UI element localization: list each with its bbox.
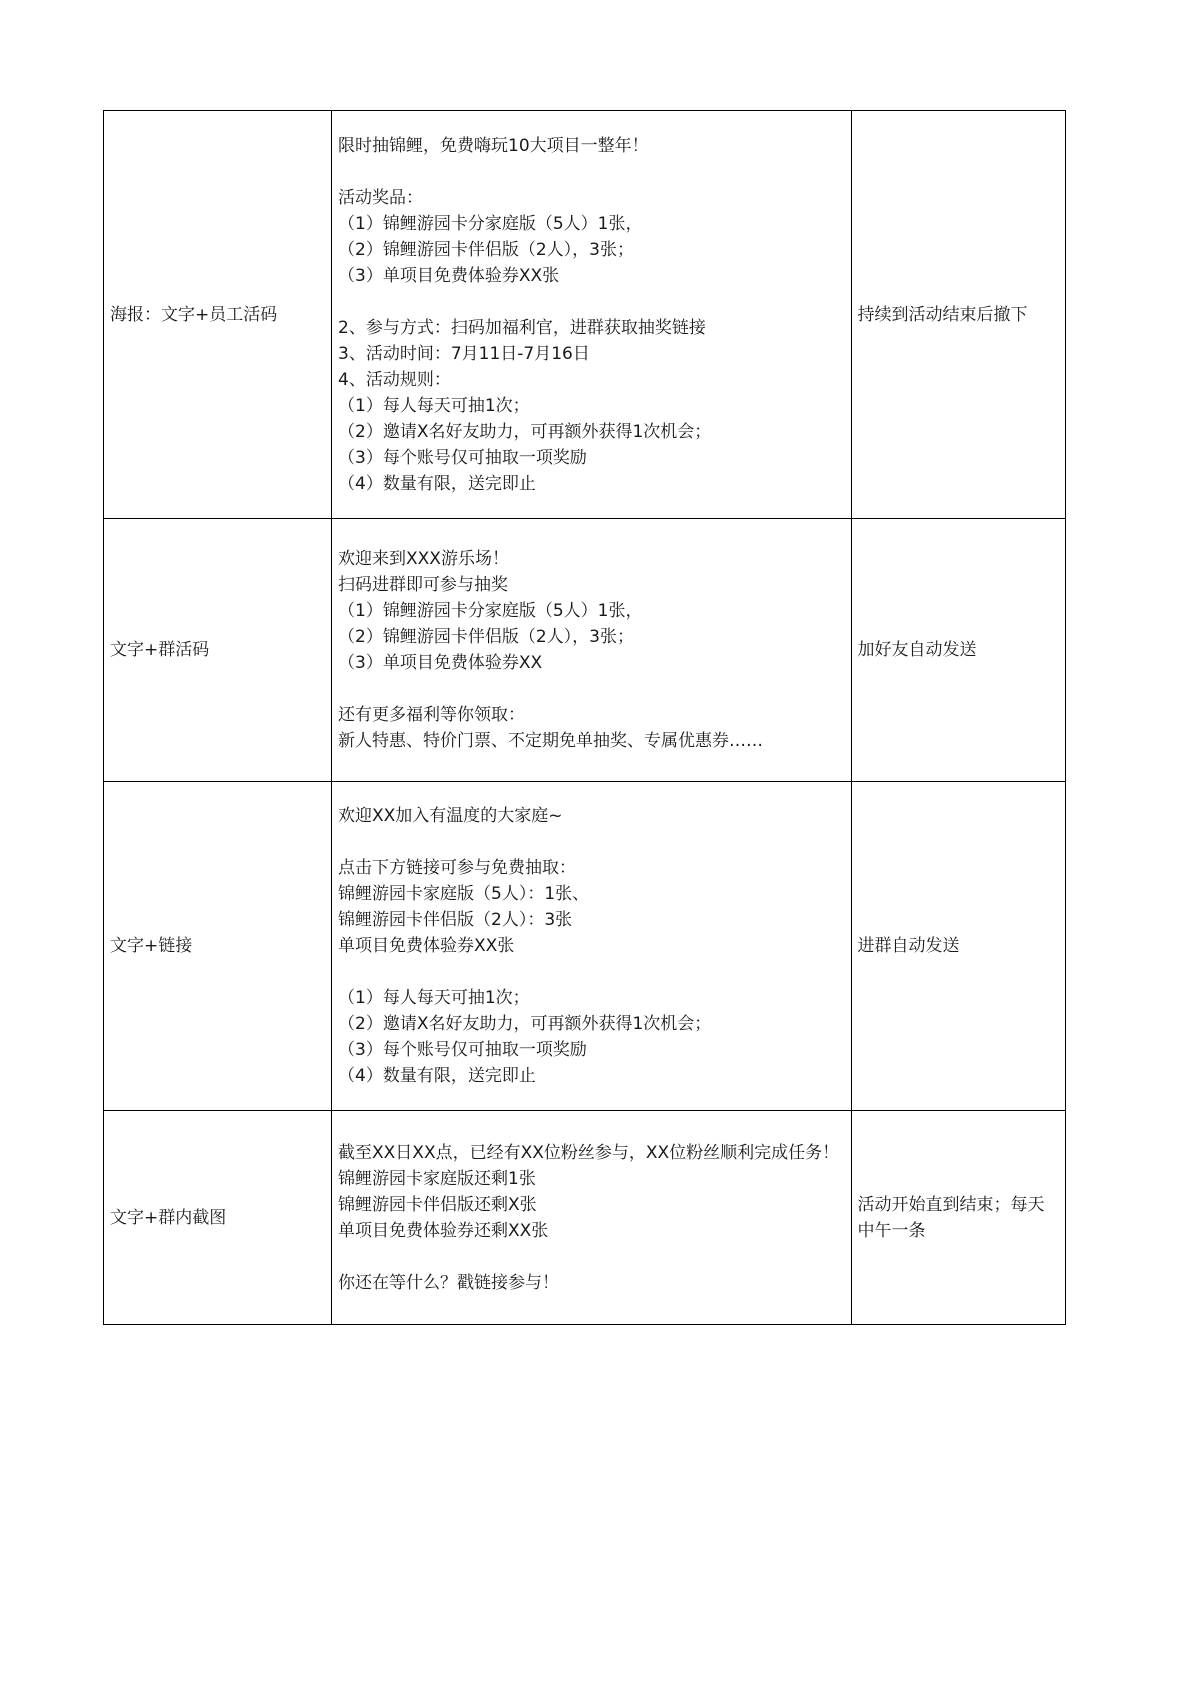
content-line: 锦鲤游园卡伴侣版（2人）：3张 xyxy=(338,910,573,930)
content-line: （3）单项目免费体验券XX xyxy=(338,653,543,673)
blank-line xyxy=(338,159,845,185)
blank-line xyxy=(338,289,845,315)
content-line: 新人特惠、特价门票、不定期免单抽奖、专属优惠券…… xyxy=(338,731,763,751)
content-line: 还有更多福利等你领取： xyxy=(338,705,525,725)
content-line: （2）邀请X名好友助力，可再额外获得1次机会； xyxy=(338,421,712,442)
content-line: （4）数量有限，送完即止 xyxy=(338,1066,536,1086)
content-cell xyxy=(332,111,852,519)
table-row xyxy=(104,782,1066,1111)
content-line: （1）锦鲤游园卡分家庭版（5人）1张， xyxy=(338,213,643,234)
content-line: 3、活动时间：7月11日-7月16日 xyxy=(338,343,590,364)
content-line: 你还在等什么？戳链接参与！ xyxy=(338,1272,559,1293)
content-line: （2）锦鲤游园卡伴侣版（2人），3张； xyxy=(338,239,634,260)
content-line: 扫码进群即可参与抽奖 xyxy=(338,575,508,595)
table-row xyxy=(104,1111,1066,1325)
blank-line xyxy=(338,959,845,985)
rule-cell: 加好友自动发送 xyxy=(851,519,1065,782)
rule-cell: 活动开始直到结束；每天中午一条 xyxy=(851,1111,1065,1325)
content-line: （2）邀请X名好友助力，可再额外获得1次机会； xyxy=(338,1014,712,1034)
type-cell: 文字+群内截图 xyxy=(104,1111,332,1325)
content-line: 单项目免费体验券还剩XX张 xyxy=(338,1220,549,1241)
blank-line xyxy=(338,676,845,702)
content-line: 限时抽锦鲤，免费嗨玩10大项目一整年！ xyxy=(338,135,649,156)
activity-table xyxy=(103,110,1066,1325)
content-line: 点击下方链接可参与免费抽取： xyxy=(338,858,576,878)
content-line: （2）锦鲤游园卡伴侣版（2人），3张； xyxy=(338,627,634,647)
table-row xyxy=(104,519,1066,782)
content-line: 活动奖品： xyxy=(338,187,423,208)
content-line: （1）每人每天可抽1次； xyxy=(338,395,530,416)
type-cell: 文字+链接 xyxy=(104,782,332,1111)
type-cell: 海报：文字+员工活码 xyxy=(104,111,332,519)
content-cell xyxy=(332,519,852,782)
content-line: 2、参与方式：扫码加福利官，进群获取抽奖链接 xyxy=(338,317,706,338)
blank-line xyxy=(338,829,845,855)
content-line: 截至XX日XX点，已经有XX位粉丝参与，XX位粉丝顺利完成任务！ xyxy=(338,1142,840,1163)
content-line: 锦鲤游园卡家庭版还剩1张 xyxy=(338,1168,536,1189)
content-line: 欢迎来到XXX游乐场！ xyxy=(338,549,509,569)
content-line: 锦鲤游园卡伴侣版还剩X张 xyxy=(338,1194,537,1215)
content-line: （3）每个账号仅可抽取一项奖励 xyxy=(338,447,587,468)
rule-cell: 进群自动发送 xyxy=(851,782,1065,1111)
content-line: 单项目免费体验券XX张 xyxy=(338,936,515,956)
content-cell xyxy=(332,782,852,1111)
rule-cell: 持续到活动结束后撤下 xyxy=(851,111,1065,519)
content-line: 4、活动规则： xyxy=(338,369,451,390)
content-line: 欢迎XX加入有温度的大家庭~ xyxy=(338,806,563,826)
content-cell xyxy=(332,1111,852,1325)
content-line: （3）每个账号仅可抽取一项奖励 xyxy=(338,1040,587,1060)
type-cell: 文字+群活码 xyxy=(104,519,332,782)
table-row xyxy=(104,111,1066,519)
blank-line xyxy=(338,1244,845,1270)
content-line: （4）数量有限，送完即止 xyxy=(338,473,536,494)
content-line: （1）锦鲤游园卡分家庭版（5人）1张， xyxy=(338,601,643,621)
content-line: 锦鲤游园卡家庭版（5人）：1张、 xyxy=(338,884,590,904)
content-line: （3）单项目免费体验券XX张 xyxy=(338,265,560,286)
content-line: （1）每人每天可抽1次； xyxy=(338,988,530,1008)
